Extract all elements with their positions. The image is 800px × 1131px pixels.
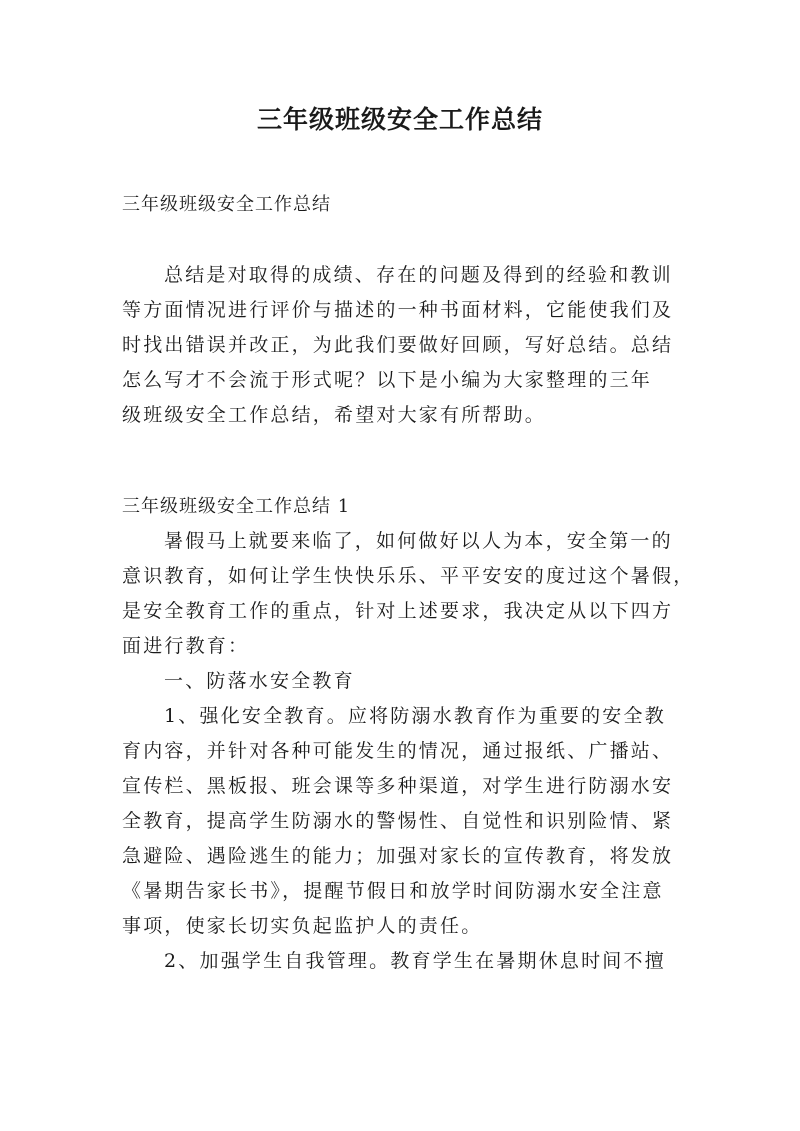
body-line: 《暑期告家长书》，提醒节假日和放学时间防溺水安全注意 — [122, 880, 664, 902]
intro-line: 级班级安全工作总结，希望对大家有所帮助。 — [122, 404, 547, 426]
body-line: 育内容，并针对各种可能发生的情况，通过报纸、广播站、 — [122, 740, 674, 762]
body-line: 1、强化安全教育。应将防溺水教育作为重要的安全教 — [164, 705, 666, 727]
section-heading: 三年级班级安全工作总结 1 — [122, 496, 351, 517]
intro-line: 等方面情况进行评价与描述的一种书面材料，它能使我们及 — [122, 299, 674, 321]
intro-paragraph — [122, 258, 682, 433]
body-line: 全教育，提高学生防溺水的警惕性、自觉性和识别险情、紧 — [122, 810, 674, 832]
intro-line: 怎么写才不会流于形式呢？以下是小编为大家整理的三年 — [122, 369, 653, 391]
body-line: 暑假马上就要来临了，如何做好以人为本，安全第一的 — [164, 530, 673, 552]
body-line: 2、加强学生自我管理。教育学生在暑期休息时间不擅 — [164, 950, 666, 972]
document-title: 三年级班级安全工作总结 — [256, 105, 543, 134]
body-line: 是安全教育工作的重点，针对上述要求，我决定从以下四方 — [122, 600, 674, 622]
body-line: 宣传栏、黑板报、班会课等多种渠道，对学生进行防溺水安 — [122, 775, 674, 797]
body-line: 面进行教育： — [122, 635, 250, 657]
section-body — [122, 524, 695, 979]
body-line: 急避险、遇险逃生的能力；加强对家长的宣传教育，将发放 — [122, 845, 674, 867]
body-line: 事项，使家长切实负起监护人的责任。 — [122, 915, 483, 937]
document-subtitle: 三年级班级安全工作总结 — [122, 194, 331, 215]
subheading-line: 一、防落水安全教育 — [164, 670, 355, 692]
intro-line: 总结是对取得的成绩、存在的问题及得到的经验和教训 — [164, 264, 673, 286]
body-line: 意识教育，如何让学生快快乐乐、平平安安的度过这个暑假， — [122, 565, 695, 587]
intro-line: 时找出错误并改正，为此我们要做好回顾，写好总结。总结 — [122, 334, 674, 356]
